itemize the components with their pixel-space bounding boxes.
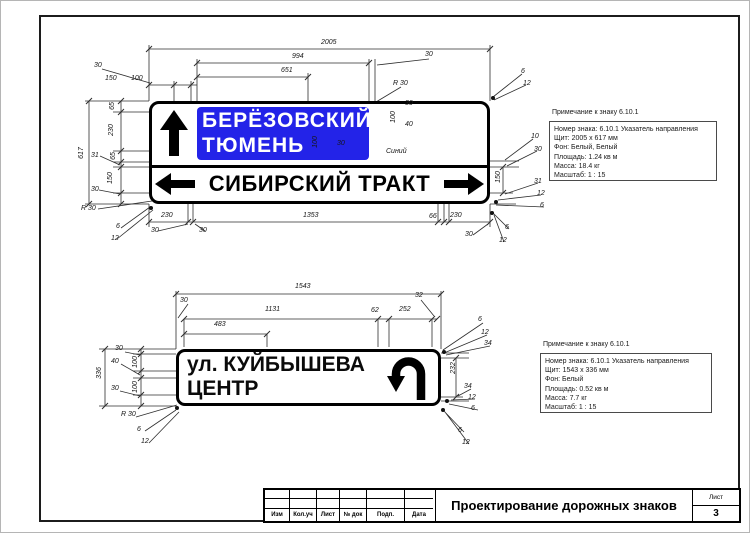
column-header: Изм [271, 512, 283, 518]
note-title-sign1: Примечание к знаку 6.10.1 [552, 109, 639, 116]
column-header: Кол.уч [293, 512, 313, 518]
dim-label: 31 [534, 178, 542, 185]
dim-label: 32 [415, 292, 423, 299]
dim-label: 336 [96, 367, 103, 379]
sheet-cell [692, 490, 739, 521]
dim-label: 12 [462, 439, 470, 446]
dim-label: 100 [132, 381, 139, 393]
dim-label: 30 [337, 140, 345, 147]
dim-label: 252 [399, 306, 411, 313]
dim-label: 100 [131, 75, 143, 82]
right-arrow-icon [444, 173, 484, 195]
street-line-2: ЦЕНТР [187, 377, 259, 400]
dim-label: 150 [105, 75, 117, 82]
dim-label: 6 [471, 405, 475, 412]
dim-label: 100 [132, 356, 139, 368]
dim-label: 230 [161, 212, 173, 219]
sign-6101-small [176, 349, 441, 406]
dim-label: 30 [180, 297, 188, 304]
dim-label: 30 [534, 146, 542, 153]
dim-label: 30 [405, 100, 413, 107]
dim-label: 1353 [303, 212, 319, 219]
panel-separator [152, 165, 487, 168]
note-box-sign1 [549, 121, 717, 181]
revision-table [265, 490, 436, 521]
column-header: № док [343, 512, 363, 518]
street-text [187, 353, 365, 401]
note-box-sign2 [540, 353, 712, 413]
left-arrow-icon [155, 173, 195, 195]
note-line: Площадь: 1.24 кв м [554, 153, 618, 161]
street-line-1: ул. КУЙБЫШЕВА [187, 353, 365, 376]
dim-label: 1543 [295, 283, 311, 290]
dim-label: 617 [78, 147, 85, 159]
dim-label: 6 [505, 224, 509, 231]
dim-label: R 30 [81, 205, 96, 212]
dim-label: 651 [281, 67, 293, 74]
dim-label: 34 [484, 340, 492, 347]
dim-label: 150 [107, 172, 114, 184]
u-turn-arrow-icon [384, 354, 430, 400]
dim-label: 34 [464, 383, 472, 390]
dim-label: 10 [531, 133, 539, 140]
dim-label: 30 [91, 186, 99, 193]
dim-label: 1131 [265, 306, 281, 313]
street-name: СИБИРСКИЙ ТРАКТ [208, 171, 431, 196]
dim-label: 30 [199, 227, 207, 234]
note-line: Номер знака: 6.10.1 Указатель направления [554, 126, 698, 133]
destination-line-1: БЕРЁЗОВСКИЙ [202, 109, 372, 132]
dim-label: 65 [110, 152, 117, 160]
dim-label: 230 [450, 212, 462, 219]
dim-label: 30 [94, 62, 102, 69]
title-block [263, 488, 741, 523]
dim-label: 150 [495, 171, 502, 183]
column-header: Лист [320, 512, 336, 518]
dim-label: 66 [429, 213, 437, 220]
dim-label: 30 [465, 231, 473, 238]
dim-label: 12 [499, 237, 507, 244]
dim-label: 40 [405, 121, 413, 128]
note-line: Масса: 7.7 кг [545, 394, 587, 402]
note-line: Фон: Белый [545, 376, 584, 384]
dim-label: 12 [481, 329, 489, 336]
dim-label: 483 [214, 321, 226, 328]
note-line: Масштаб: 1 : 15 [545, 404, 597, 412]
dim-label: R 30 [393, 80, 408, 87]
dim-label: 100 [312, 136, 319, 148]
dim-label: 6 [137, 426, 141, 433]
dim-label: 40 [111, 358, 119, 365]
dim-label: 6 [458, 427, 462, 434]
dim-label: 994 [292, 53, 304, 60]
note-line: Масштаб: 1 : 15 [554, 172, 606, 180]
dim-label: 232 [450, 362, 457, 374]
dim-label: 6 [478, 316, 482, 323]
dim-label: 12 [523, 80, 531, 87]
note-line: Щит: 2005 х 617 мм [554, 135, 618, 143]
column-header: Дата [412, 512, 426, 518]
dim-label: 30 [111, 385, 119, 392]
dim-label: 6 [521, 68, 525, 75]
dim-label: 12 [537, 190, 545, 197]
color-callout: Синий [386, 148, 407, 155]
dim-label: 30 [151, 227, 159, 234]
up-arrow-icon [160, 110, 188, 156]
dim-label: 65 [109, 102, 116, 110]
dim-label: 30 [115, 345, 123, 352]
dim-label: 31 [91, 152, 99, 159]
note-line: Площадь: 0.52 кв м [545, 385, 609, 393]
dim-label: 12 [468, 394, 476, 401]
note-line: Щит: 1543 х 336 мм [545, 367, 609, 375]
sheet-label: Лист [693, 490, 739, 506]
sign-6101-large [149, 101, 490, 204]
street-panel [155, 170, 484, 198]
note-title-sign2: Примечание к знаку 6.10.1 [543, 341, 630, 348]
blue-insert [197, 107, 372, 160]
destination-line-2: ТЮМЕНЬ [202, 134, 305, 157]
dim-label: 100 [390, 111, 397, 123]
note-line: Фон: Белый, Белый [554, 144, 618, 152]
dim-label: 12 [111, 235, 119, 242]
note-line: Номер знака: 6.10.1 Указатель направления [545, 358, 689, 365]
dim-label: 12 [141, 438, 149, 445]
dim-label: 230 [108, 124, 115, 136]
dim-label: R 30 [121, 411, 136, 418]
note-line: Масса: 18.4 кг [554, 162, 600, 170]
sheet-number: 3 [713, 508, 719, 519]
dim-label: 6 [116, 223, 120, 230]
dim-label: 30 [425, 51, 433, 58]
document-title: Проектирование дорожных знаков [451, 498, 677, 513]
dim-label: 6 [540, 202, 544, 209]
dim-label: 2005 [321, 39, 337, 46]
dim-label: 62 [371, 307, 379, 314]
column-header: Подп. [377, 512, 394, 518]
